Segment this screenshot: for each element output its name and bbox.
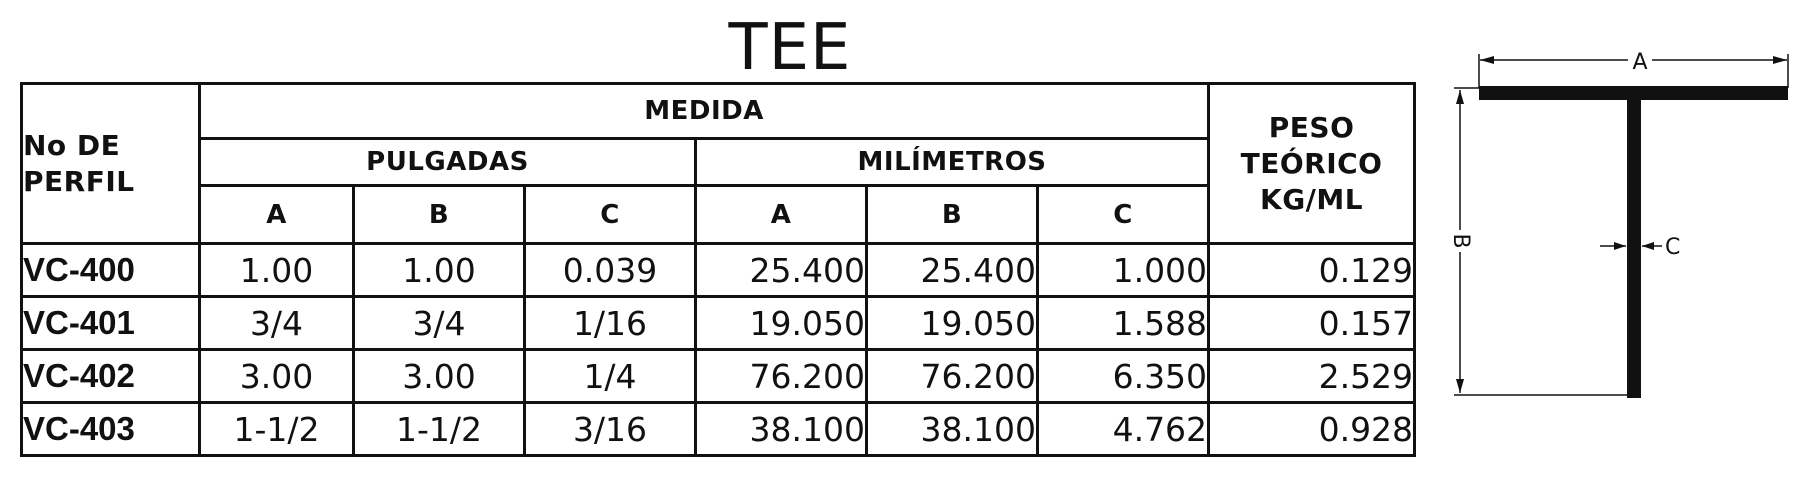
cell-mm-a: 76.200: [696, 350, 867, 403]
header-peso-teorico: [1209, 84, 1415, 244]
header-pulg-a: A: [200, 186, 354, 244]
cell-peso: 0.129: [1209, 244, 1415, 297]
cell-mm-b: 76.200: [867, 350, 1038, 403]
header-pulgadas: PULGADAS: [200, 139, 696, 186]
cell-mm-a: 19.050: [696, 297, 867, 350]
cell-mm-b: 25.400: [867, 244, 1038, 297]
table-row: [22, 350, 1415, 403]
cell-pulg-a: 1.00: [200, 244, 354, 297]
table-row: [22, 297, 1415, 350]
header-mm-b: B: [867, 186, 1038, 244]
dimension-b: [1454, 88, 1627, 395]
cell-pulg-b: 1-1/2: [354, 403, 525, 456]
header-medida: MEDIDA: [200, 84, 1209, 139]
table-row: [22, 244, 1415, 297]
header-mm-a: A: [696, 186, 867, 244]
header-mm-c: C: [1038, 186, 1209, 244]
tee-profile-diagram: [1440, 40, 1800, 410]
cell-pulg-a: 3.00: [200, 350, 354, 403]
header-peso-line3: KG/ML: [1260, 182, 1364, 216]
cell-pulg-b: 3/4: [354, 297, 525, 350]
cell-mm-b: 19.050: [867, 297, 1038, 350]
label-a: A: [1632, 50, 1648, 75]
cell-pulg-a: 3/4: [200, 297, 354, 350]
cell-mm-b: 38.100: [867, 403, 1038, 456]
cell-peso: 0.928: [1209, 403, 1415, 456]
header-pulg-b: B: [354, 186, 525, 244]
cell-mm-c: 1.000: [1038, 244, 1209, 297]
cell-pulg-c: 0.039: [525, 244, 696, 297]
header-perfil-line1: No DE: [23, 128, 121, 162]
cell-perfil: VC-400: [22, 244, 200, 297]
cell-perfil: VC-403: [22, 403, 200, 456]
cell-pulg-c: 3/16: [525, 403, 696, 456]
page-title: TEE: [728, 11, 852, 85]
cell-peso: 2.529: [1209, 350, 1415, 403]
cell-mm-c: 4.762: [1038, 403, 1209, 456]
header-no-de-perfil: [22, 84, 200, 244]
header-peso-line1: PESO: [1268, 110, 1355, 144]
cell-pulg-b: 3.00: [354, 350, 525, 403]
tee-web: [1627, 100, 1641, 398]
cell-mm-c: 6.350: [1038, 350, 1209, 403]
table-row: [22, 403, 1415, 456]
label-c: C: [1665, 235, 1681, 260]
cell-mm-a: 38.100: [696, 403, 867, 456]
cell-perfil: VC-401: [22, 297, 200, 350]
tee-profile-table: [20, 82, 1416, 457]
header-perfil-line2: PERFIL: [23, 164, 135, 198]
cell-perfil: VC-402: [22, 350, 200, 403]
label-b: B: [1448, 233, 1473, 249]
cell-pulg-b: 1.00: [354, 244, 525, 297]
cell-pulg-c: 1/16: [525, 297, 696, 350]
cell-mm-a: 25.400: [696, 244, 867, 297]
cell-pulg-a: 1-1/2: [200, 403, 354, 456]
header-peso-line2: TEÓRICO: [1240, 146, 1383, 180]
header-pulg-c: C: [525, 186, 696, 244]
header-milimetros: MILÍMETROS: [696, 139, 1209, 186]
cell-peso: 0.157: [1209, 297, 1415, 350]
cell-pulg-c: 1/4: [525, 350, 696, 403]
tee-flange: [1479, 86, 1788, 100]
cell-mm-c: 1.588: [1038, 297, 1209, 350]
